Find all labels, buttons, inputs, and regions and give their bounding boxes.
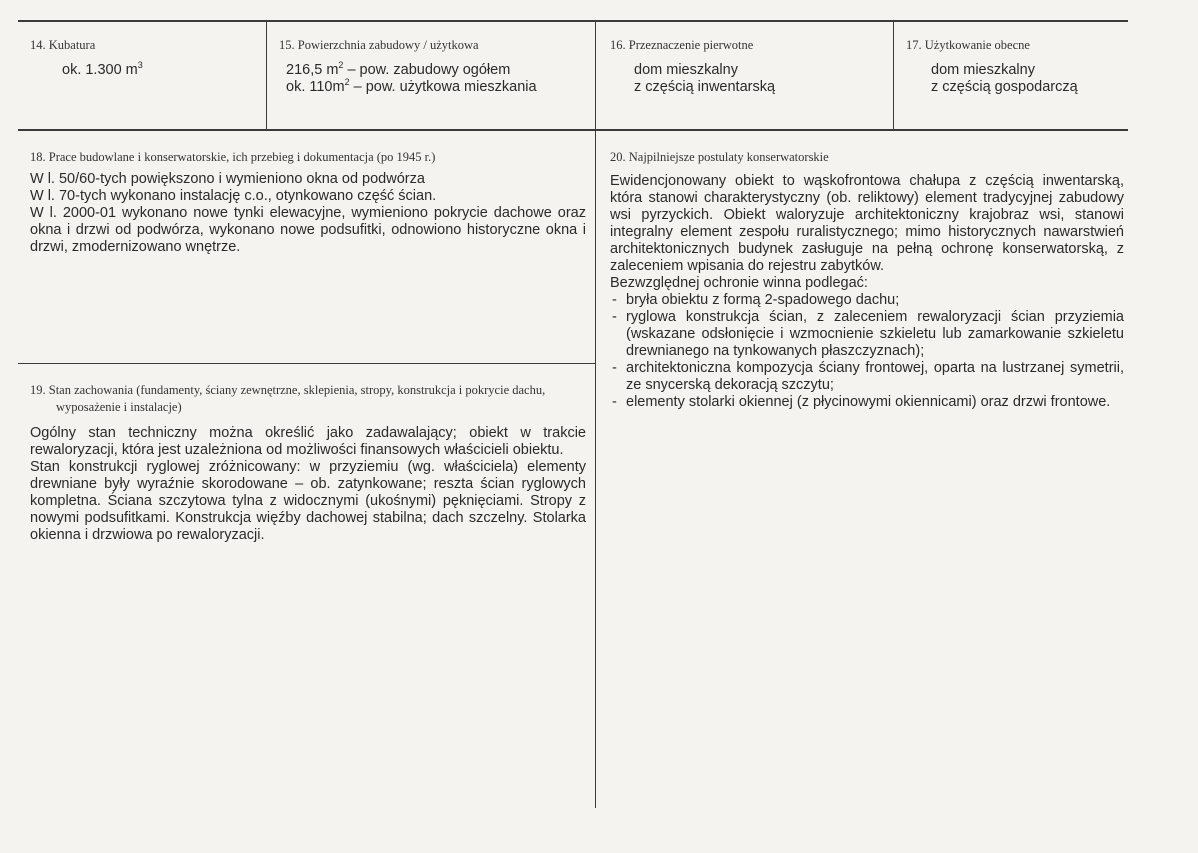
uzytkowanie-label: 17. Użytkowanie obecne — [906, 38, 1030, 52]
section-postulaty — [610, 150, 1124, 411]
uzytkowanie-line-1: dom mieszkalny — [931, 62, 1035, 78]
kubatura-unit-sup: 3 — [137, 60, 143, 71]
top-rule — [18, 20, 1128, 22]
section-stan — [30, 382, 586, 544]
powierzchnia-line-2-desc: – pow. użytkowa mieszkania — [349, 79, 537, 95]
postulaty-text — [610, 173, 1124, 411]
prace-line: W l. 50/60-tych powiększono i wymieniono okna od podwórza — [30, 171, 425, 187]
cell-powierzchnia — [279, 38, 589, 96]
przeznaczenie-line-2: z częścią inwentarską — [634, 79, 776, 95]
section-18-19-rule — [18, 363, 595, 364]
prace-line: W l. 70-tych wykonano instalację c.o., otynkowano część ścian. — [30, 188, 437, 204]
section-prace — [30, 150, 586, 256]
postulaty-list — [610, 292, 1124, 411]
kubatura-value-text: ok. 1.300 m — [62, 62, 138, 78]
prace-text — [30, 171, 586, 256]
powierzchnia-line-2-sup: 2 — [344, 77, 350, 88]
row1-bottom-rule — [18, 129, 1128, 131]
cell-uzytkowanie — [906, 38, 1126, 96]
list-item: - architektoniczna kompozycja ściany frontowej, oparta na lustrzanej symetrii, ze snycerską dekoracją szczytu; — [610, 360, 1124, 394]
prace-line: W l. 2000-01 wykonano nowe tynki elewacyjne, wymieniono pokrycie dachowe oraz okna i drzwi od podwórza, wykonano nowe podsufitki, odnowiono historyczne okna i drzwi, zmodernizowano wnętrze. — [30, 205, 586, 255]
powierzchnia-line-1-sup: 2 — [338, 60, 344, 71]
stan-text — [30, 425, 586, 544]
row1-divider-3 — [893, 21, 894, 130]
powierzchnia-line-1-value: 216,5 m — [286, 62, 339, 78]
powierzchnia-line-1-desc: – pow. zabudowy ogółem — [343, 62, 511, 78]
cell-przeznaczenie — [610, 38, 890, 96]
stan-paragraph: Ogólny stan techniczny można określić jako zadawalający; obiekt w trakcie rewaloryzacji, która jest uzależniona od możliwości finansowych właścicieli obiektu. — [30, 425, 586, 458]
row1-divider-2 — [595, 21, 596, 130]
postulaty-label: 20. Najpilniejsze postulaty konserwatorskie — [610, 150, 829, 164]
main-column-divider — [595, 130, 596, 808]
kubatura-value — [30, 62, 260, 79]
uzytkowanie-line-2: z częścią gospodarczą — [931, 79, 1078, 95]
przeznaczenie-line-1: dom mieszkalny — [634, 62, 738, 78]
prace-label: 18. Prace budowlane i konserwatorskie, ich przebieg i dokumentacja (po 1945 r.) — [30, 150, 436, 164]
powierzchnia-label: 15. Powierzchnia zabudowy / użytkowa — [279, 38, 479, 52]
cell-kubatura — [30, 38, 260, 79]
list-item: - ryglowa konstrukcja ścian, z zaleceniem rewaloryzacji ścian przyziemia (wskazane odsłonięcie i wzmocnienie szkieletu lub zamarkowanie szkieletu drewnianego na tynkowanych płaszczyznach); — [610, 309, 1124, 360]
postulaty-list-title: Bezwzględnej ochronie winna podlegać: — [610, 275, 868, 291]
list-item: - elementy stolarki okiennej (z płycinowymi okiennicami) oraz drzwi frontowe. — [610, 394, 1124, 411]
przeznaczenie-label: 16. Przeznaczenie pierwotne — [610, 38, 754, 52]
powierzchnia-line-1 — [279, 62, 589, 79]
postulaty-intro: Ewidencjonowany obiekt to wąskofrontowa chałupa z częścią inwentarską, która stanowi charakterystyczny (ob. reliktowy) element tradycyjnej zabudowy wsi pyrzyckich. Obiekt waloryzuje architektoniczny krajobraz wsi, stanowi integralny element zespołu ruralistycznego; mimo historycznych nawarstwień architektonicznych budynek zasługuje na pełną ochronę konserwatorską, z zaleceniem wpisania do rejestru zabytków. — [610, 173, 1124, 274]
row1-divider-1 — [266, 21, 267, 130]
list-item: - bryła obiektu z formą 2-spadowego dachu; — [610, 292, 1124, 309]
powierzchnia-line-2-value: ok. 110m — [286, 79, 345, 95]
stan-paragraph: Stan konstrukcji ryglowej zróżnicowany: w przyziemiu (wg. właściciela) elementy drewniane były wyraźnie skorodowane – ob. zatynkowane; reszta ścian ryglowych kompletna. Ściana szczytowa tylna z widocznymi (ukośnymi) pęknięciami. Stropy z nowymi podsufitkami. Konstrukcja więźby dachowej stabilna; dach szczelny. Stolarka okienna i drzwiowa po rewaloryzacji. — [30, 459, 586, 543]
kubatura-label: 14. Kubatura — [30, 38, 96, 52]
stan-label: 19. Stan zachowania (fundamenty, ściany zewnętrzne, sklepienia, stropy, konstrukcja i pokrycie dachu, wyposażenie i instalacje) — [30, 383, 546, 414]
powierzchnia-line-2 — [279, 79, 589, 96]
